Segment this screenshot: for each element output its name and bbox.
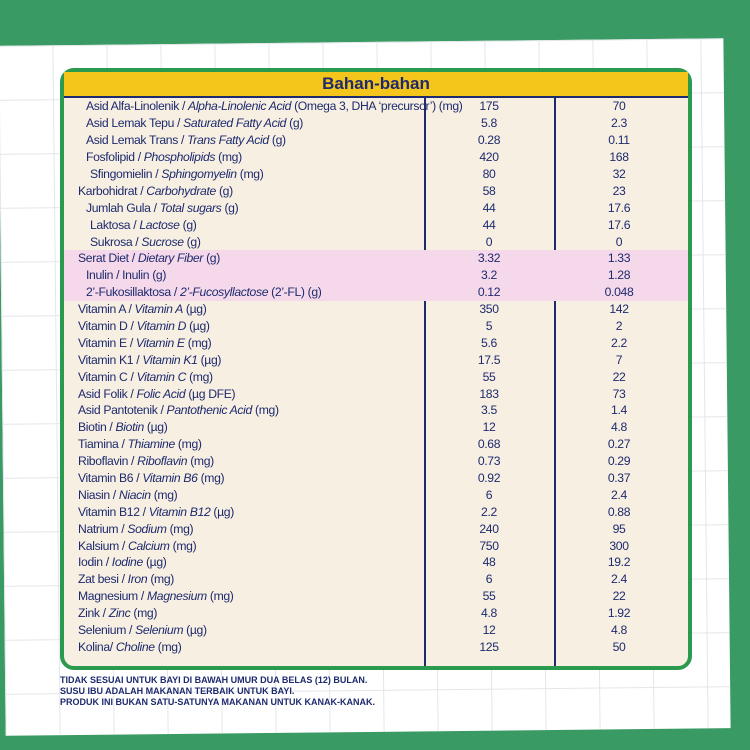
table-row: [64, 470, 688, 487]
value-per-100g: 55: [482, 369, 496, 384]
table-row: [64, 216, 688, 233]
nutrient-name: Magnesium / Magnesium (mg): [78, 589, 234, 604]
value-per-100g: 0.73: [477, 454, 501, 469]
value-per-serving: 2.4: [611, 572, 627, 587]
value-per-serving: 2.2: [611, 335, 627, 350]
value-per-100g: 5.6: [481, 335, 497, 350]
table-row: [64, 537, 688, 554]
value-per-100g: 0: [485, 234, 493, 249]
value-per-serving: 95: [612, 521, 626, 536]
nutrient-name: Inulin / Inulin (g): [86, 268, 167, 283]
value-per-serving: 1.33: [607, 251, 631, 266]
nutrient-table: [64, 98, 688, 655]
value-per-serving: 7: [615, 352, 623, 367]
nutrient-name: Asid Folik / Folic Acid (µg DFE): [78, 386, 236, 401]
value-per-serving: 300: [609, 538, 629, 553]
value-per-100g: 12: [482, 420, 496, 435]
value-per-serving: 1.28: [607, 268, 631, 283]
nutrient-name: Kolina/ Choline (mg): [78, 639, 182, 654]
table-row: [64, 486, 688, 503]
panel-title: Bahan-bahan: [64, 72, 688, 98]
disclaimer-line: SUSU IBU ADALAH MAKANAN TERBAIK UNTUK BAYI.: [60, 686, 295, 696]
value-per-100g: 5.8: [481, 116, 497, 131]
table-row: [64, 453, 688, 470]
value-per-serving: 17.6: [607, 217, 631, 232]
nutrient-name: Zat besi / Iron (mg): [78, 572, 174, 587]
table-row: [64, 503, 688, 520]
value-per-100g: 12: [482, 623, 496, 638]
value-per-100g: 240: [479, 521, 499, 536]
nutrient-name: Riboflavin / Riboflavin (mg): [78, 454, 214, 469]
value-per-serving: 23: [612, 183, 626, 198]
value-per-100g: 6: [485, 487, 493, 502]
table-row: [64, 520, 688, 537]
table-row: [64, 149, 688, 166]
value-per-100g: 0.68: [477, 437, 501, 452]
value-per-100g: 48: [482, 555, 496, 570]
value-per-100g: 3.2: [481, 268, 497, 283]
value-per-100g: 44: [482, 217, 496, 232]
nutrient-name: Zink / Zinc (mg): [78, 606, 158, 621]
disclaimer: [60, 675, 680, 708]
nutrient-name: Vitamin K1 / Vitamin K1 (µg): [78, 352, 222, 367]
table-row: [64, 132, 688, 149]
nutrient-name: Karbohidrat / Carbohydrate (g): [78, 183, 233, 198]
value-per-100g: 17.5: [477, 352, 501, 367]
value-per-serving: 2: [615, 319, 623, 334]
nutrient-name: Asid Lemak Tepu / Saturated Fatty Acid (g): [86, 116, 303, 131]
nutrient-name: Selenium / Selenium (µg): [78, 623, 207, 638]
nutrient-name: Vitamin B6 / Vitamin B6 (mg): [78, 471, 225, 486]
value-per-serving: 1.92: [607, 606, 631, 621]
nutrient-name: Vitamin E / Vitamin E (mg): [78, 335, 212, 350]
value-per-100g: 0.92: [477, 471, 501, 486]
value-per-serving: 0: [615, 234, 623, 249]
table-row: [64, 334, 688, 351]
value-per-serving: 22: [612, 589, 626, 604]
value-per-100g: 55: [482, 589, 496, 604]
table-row: [64, 639, 688, 656]
nutrient-name: Kalsium / Calcium (mg): [78, 538, 197, 553]
value-per-serving: 4.8: [611, 623, 627, 638]
nutrient-name: Jumlah Gula / Total sugars (g): [86, 200, 239, 215]
value-per-serving: 142: [609, 302, 629, 317]
value-per-100g: 183: [479, 386, 499, 401]
value-per-100g: 80: [482, 167, 496, 181]
table-row: [64, 588, 688, 605]
ingredients-panel: [60, 68, 692, 670]
nutrient-name: Fosfolipid / Phospholipids (mg): [86, 150, 242, 165]
nutrient-name: Serat Diet / Dietary Fiber (g): [78, 251, 220, 266]
table-row: [64, 284, 688, 301]
table-row: [64, 385, 688, 402]
nutrient-name: Niasin / Niacin (mg): [78, 487, 178, 502]
value-per-100g: 6: [485, 572, 493, 587]
value-per-100g: 3.32: [477, 251, 501, 266]
value-per-serving: 2.4: [611, 487, 627, 502]
table-row: [64, 199, 688, 216]
value-per-serving: 73: [612, 386, 626, 401]
value-per-100g: 350: [479, 302, 499, 317]
value-per-serving: 1.4: [611, 403, 627, 418]
disclaimer-line: PRODUK INI BUKAN SATU-SATUNYA MAKANAN UNTUK KANAK-KANAK.: [60, 697, 375, 707]
table-row: [64, 554, 688, 571]
value-per-100g: 3.5: [481, 403, 497, 418]
nutrient-name: Sfingomielin / Sphingomyelin (mg): [90, 167, 264, 181]
value-per-100g: 125: [479, 639, 499, 654]
value-per-serving: 168: [609, 150, 629, 165]
disclaimer-line: TIDAK SESUAI UNTUK BAYI DI BAWAH UMUR DUA BELAS (12) BULAN.: [60, 675, 368, 685]
value-per-serving: 2.3: [611, 116, 627, 131]
nutrient-name: Asid Pantotenik / Pantothenic Acid (mg): [78, 403, 279, 418]
table-row: [64, 250, 688, 267]
value-per-serving: 50: [612, 639, 626, 654]
table-row: [64, 368, 688, 385]
nutrient-name: Asid Lemak Trans / Trans Fatty Acid (g): [86, 133, 286, 148]
nutrient-name: Iodin / Iodine (µg): [78, 555, 167, 570]
value-per-serving: 0.37: [607, 471, 631, 486]
value-per-100g: 58: [482, 183, 496, 198]
value-per-serving: 0.048: [604, 285, 634, 300]
table-row: [64, 622, 688, 639]
value-per-serving: 19.2: [607, 555, 631, 570]
value-per-100g: 4.8: [481, 606, 497, 621]
value-per-serving: 4.8: [611, 420, 627, 435]
value-per-serving: 0.11: [608, 133, 630, 148]
nutrient-name: 2’-Fukosillaktosa / 2’-Fucosyllactose (2’-FL) (g): [86, 285, 322, 300]
nutrient-name: Biotin / Biotin (µg): [78, 420, 168, 435]
table-row: [64, 571, 688, 588]
value-per-serving: 0.88: [607, 504, 631, 519]
value-per-serving: 0.27: [607, 437, 631, 452]
table-row: [64, 233, 688, 250]
nutrient-name: Tiamina / Thiamine (mg): [78, 437, 202, 452]
value-per-100g: 5: [485, 319, 493, 334]
table-row: [64, 351, 688, 368]
nutrient-name: Asid Alfa-Linolenik / Alpha-Linolenic Acid (Omega 3, DHA ‘precursor’) (mg): [86, 99, 463, 114]
nutrient-name: Vitamin C / Vitamin C (mg): [78, 369, 213, 384]
nutrient-name: Natrium / Sodium (mg): [78, 521, 194, 536]
nutrient-name: Vitamin D / Vitamin D (µg): [78, 319, 210, 334]
table-row: [64, 402, 688, 419]
value-per-serving: 17.6: [607, 200, 631, 215]
table-row: [64, 301, 688, 318]
value-per-100g: 420: [479, 150, 499, 165]
value-per-100g: 0.12: [477, 285, 501, 300]
nutrient-name: Sukrosa / Sucrose (g): [90, 234, 201, 249]
nutrient-name: Vitamin A / Vitamin A (µg): [78, 302, 207, 317]
table-row: [64, 318, 688, 335]
table-row: [64, 166, 688, 183]
table-row: [64, 267, 688, 284]
table-row: [64, 436, 688, 453]
nutrient-name: Laktosa / Lactose (g): [90, 217, 197, 232]
table-row: [64, 605, 688, 622]
value-per-100g: 0.28: [477, 133, 501, 148]
table-row: [64, 419, 688, 436]
table-row: [64, 115, 688, 132]
table-row: [64, 98, 688, 115]
nutrient-name: Vitamin B12 / Vitamin B12 (µg): [78, 504, 234, 519]
value-per-serving: 70: [612, 99, 626, 114]
value-per-serving: 32: [612, 167, 626, 181]
value-per-100g: 2.2: [481, 504, 497, 519]
table-row: [64, 182, 688, 199]
value-per-100g: 44: [482, 200, 496, 215]
value-per-serving: 22: [612, 369, 626, 384]
value-per-100g: 750: [479, 538, 499, 553]
value-per-100g: 175: [479, 99, 499, 114]
value-per-serving: 0.29: [607, 454, 631, 469]
